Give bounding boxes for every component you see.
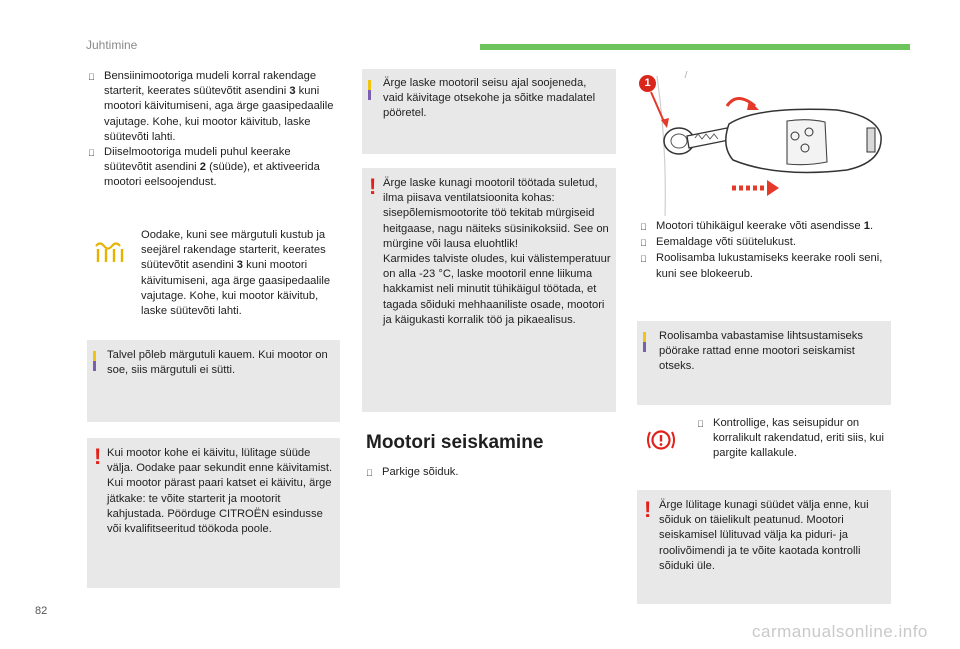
info-box-warmup: [362, 69, 616, 154]
bullet-marker: [640, 251, 656, 281]
bullet-marker: [366, 465, 382, 481]
info-box-winter-text: Talvel põleb märgutuli kauem. Kui mootor on soe, siis märgutuli ei sütti.: [107, 349, 328, 377]
bullet-lock-column: Roolisamba lukustamiseks keerake rooli seni, kuni see blokeerub.: [640, 251, 898, 281]
bullet-marker: [88, 69, 104, 145]
bullet-diesel: Diiselmootoriga mudeli puhul keerake süütevõtit asendini 2 (süüde), et aktiveerida mootori eelsoojendust.: [88, 145, 340, 191]
col1-bullets: [88, 69, 340, 191]
bullet-petrol: Bensiinimootoriga mudeli korral rakendage starterit, keerates süütevõtit asendini 3 kuni mootori käivitumiseni, aga ärge gaasipedaalile vajutage. Kohe, kui mootor käivitub, laske süütevõti lahti.: [88, 69, 340, 145]
section-accent-bar: [480, 44, 910, 50]
parking-brake-icon: [645, 428, 677, 452]
info-marker: [368, 80, 371, 100]
bullet-marker: [640, 235, 656, 251]
warning-icon: !: [644, 497, 652, 522]
bullet-marker: [640, 219, 656, 235]
key-ignition-illustration: [637, 66, 892, 216]
info-marker: [93, 351, 96, 371]
info-box-steering-text: Roolisamba vabastamise lihtsustamiseks pöörake rattad enne mootori seiskamist otseks.: [659, 330, 863, 373]
watermark: carmanualsonline.info: [752, 622, 928, 641]
col3-bullets: [640, 219, 898, 282]
warning-box-ignition: [637, 490, 891, 604]
heading-engine-stop: Mootori seiskamine: [366, 432, 544, 453]
warning-icon: !: [94, 444, 102, 469]
info-box-warmup-text: Ärge laske mootoril seisu ajal soojeneda, vaid käivitage otsekohe ja sõitke madalatel pööretel.: [383, 77, 596, 120]
warning-icon: !: [369, 174, 377, 199]
warning-box-exhaust: [362, 168, 616, 412]
bullet-parking-brake: Kontrollige, kas seisupidur on korralikult rakendatud, eriti siis, kui pargite kallakule.: [697, 416, 887, 462]
bullet-remove-key: Eemaldage võti süütelukust.: [640, 235, 898, 251]
warning-box-ignition-text: Ärge lülitage kunagi süüdet välja enne, kui sõiduk on täielikult peatunud. Mootori seiskamisel lülituvad välja ka piduri- ja roolivõimendi ja te võite kaotada kontrolli sõiduki üle.: [659, 499, 869, 572]
page-number: 82: [35, 605, 48, 617]
warning-box-exhaust-text: Ärge laske kunagi mootoril töötada suletud, ilma piisava ventilatsioonita kohas: sisepõlemismootorite töö tekitab mürgiseid heitgaase, nagu näiteks süsinikoksiid. See on mürgine või lausa eluohtlik! Karmides talviste oludes, kui välistemperatuur on alla -23 °C, laske mootoril enne liikuma hakkamist neli minutit tühikäigul töötada, et tagada sõiduki mehhaaniliste osade, mootori ja käigukasti korralik töö ja pikaealisus.: [383, 177, 611, 326]
info-box-steering: [637, 321, 891, 405]
callout-marker: 1: [639, 75, 656, 92]
bullet-marker: [697, 416, 713, 462]
warning-box-starter-text: Kui mootor kohe ei käivitu, lülitage süüde välja. Oodake paar sekundit enne käivitamist. Kui mootor pärast paari katset ei käivitu, ärge jätkake: te võite starterit ja mootorit kahjustada. Pöörduge CITROËN esindusse või kvalifitseeritud töökoda poole.: [107, 447, 333, 536]
warning-box-starter: [87, 438, 340, 588]
glow-plug-note: Oodake, kuni see märgutuli kustub ja seejärel rakendage starterit, keerates süütevõtit asendini 3 kuni mootori käivitumiseni, aga ärge gaasipedaalile vajutage. Kohe, kui mootor käivitub, laske süütevõti lahti.: [141, 229, 331, 318]
bullet-marker: [88, 145, 104, 191]
bullet-turn-key: Mootori tühikäigul keerake võti asendisse 1.: [640, 219, 898, 235]
info-marker: [643, 332, 646, 352]
section-title: Juhtimine: [86, 38, 138, 52]
bullet-park: Parkige sõiduk.: [366, 465, 606, 481]
preheat-coil-icon: [92, 240, 128, 266]
info-box-winter: [87, 340, 340, 422]
